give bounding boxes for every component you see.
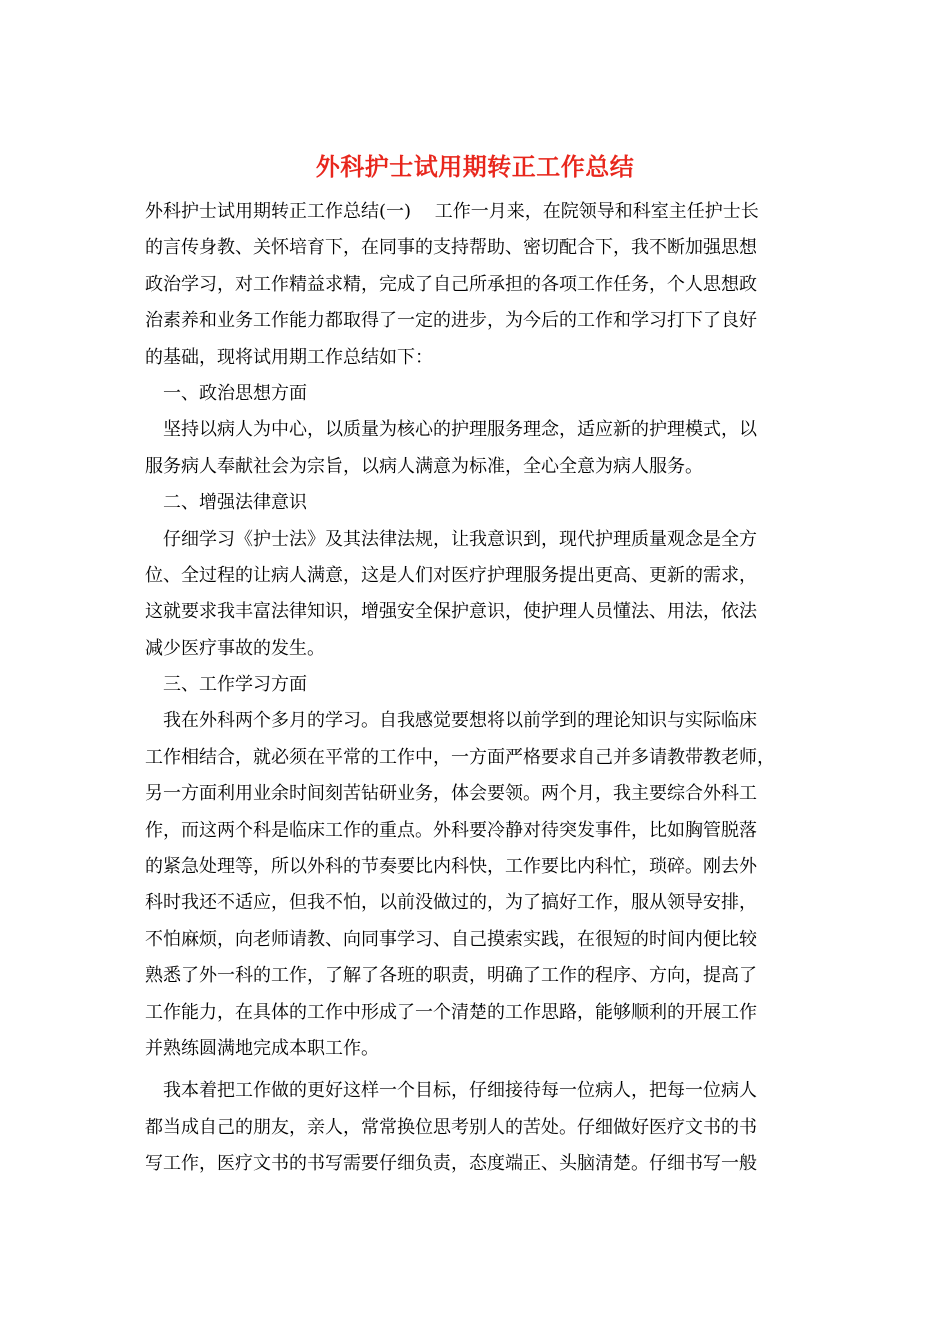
- paragraph-line: 不怕麻烦，向老师请教、向同事学习、自己摸索实践，在很短的时间内便比较: [145, 928, 757, 950]
- section-heading: 二、增强法律意识: [145, 492, 307, 514]
- paragraph-line: 科时我还不适应，但我不怕，以前没做过的，为了搞好工作，服从领导安排，: [145, 892, 757, 914]
- section-heading: 三、工作学习方面: [145, 674, 307, 696]
- paragraph-line: 外科护士试用期转正工作总结(一) 工作一月来，在院领导和科室主任护士长: [145, 201, 759, 222]
- paragraph-line: 政治学习，对工作精益求精，完成了自己所承担的各项工作任务，个人思想政: [145, 273, 757, 295]
- paragraph-line: 工作能力，在具体的工作中形成了一个清楚的工作思路，能够顺利的开展工作: [145, 1001, 757, 1023]
- paragraph-line: 写工作，医疗文书的书写需要仔细负责，态度端正、头脑清楚。仔细书写一般: [145, 1153, 757, 1175]
- paragraph-line: 坚持以病人为中心，以质量为核心的护理服务理念，适应新的护理模式，以: [145, 419, 757, 441]
- paragraph-line: 的言传身教、关怀培育下，在同事的支持帮助、密切配合下，我不断加强思想: [145, 237, 757, 259]
- paragraph-line: 的紧急处理等，所以外科的节奏要比内科快，工作要比内科忙，琐碎。刚去外: [145, 856, 757, 878]
- section-heading: 一、政治思想方面: [145, 382, 307, 404]
- document-body: [145, 194, 805, 1183]
- paragraph-line: 我本着把工作做的更好这样一个目标，仔细接待每一位病人，把每一位病人: [145, 1080, 757, 1102]
- document-title: 外科护士试用期转正工作总结: [315, 152, 635, 181]
- paragraph-line: 位、全过程的让病人满意，这是人们对医疗护理服务提出更高、更新的需求，: [145, 564, 757, 586]
- paragraph-line: 服务病人奉献社会为宗旨，以病人满意为标准，全心全意为病人服务。: [145, 455, 703, 477]
- paragraph-line: 并熟练圆满地完成本职工作。: [145, 1037, 379, 1059]
- paragraph-line: 减少医疗事故的发生。: [145, 637, 325, 659]
- paragraph-line: 都当成自己的朋友，亲人，常常换位思考别人的苦处。仔细做好医疗文书的书: [145, 1116, 757, 1138]
- paragraph-line: 治素养和业务工作能力都取得了一定的进步，为今后的工作和学习打下了良好: [145, 310, 757, 332]
- paragraph-line: 这就要求我丰富法律知识，增强安全保护意识，使护理人员懂法、用法，依法: [145, 601, 757, 623]
- paragraph-line: 我在外科两个多月的学习。自我感觉要想将以前学到的理论知识与实际临床: [145, 710, 757, 732]
- paragraph-line: 作，而这两个科是临床工作的重点。外科要冷静对待突发事件，比如胸管脱落: [145, 819, 757, 841]
- paragraph-line: 熟悉了外一科的工作，了解了各班的职责，明确了工作的程序、方向，提高了: [145, 965, 757, 987]
- paragraph-line: 另一方面利用业余时间刻苦钻研业务，体会要领。两个月，我主要综合外科工: [145, 783, 757, 805]
- paragraph-line: 工作相结合，就必须在平常的工作中，一方面严格要求自己并多请教带教老师，: [145, 746, 775, 768]
- paragraph-line: 的基础，现将试用期工作总结如下：: [145, 346, 433, 368]
- paragraph-line: 仔细学习《护士法》及其法律法规，让我意识到，现代护理质量观念是全方: [145, 528, 757, 550]
